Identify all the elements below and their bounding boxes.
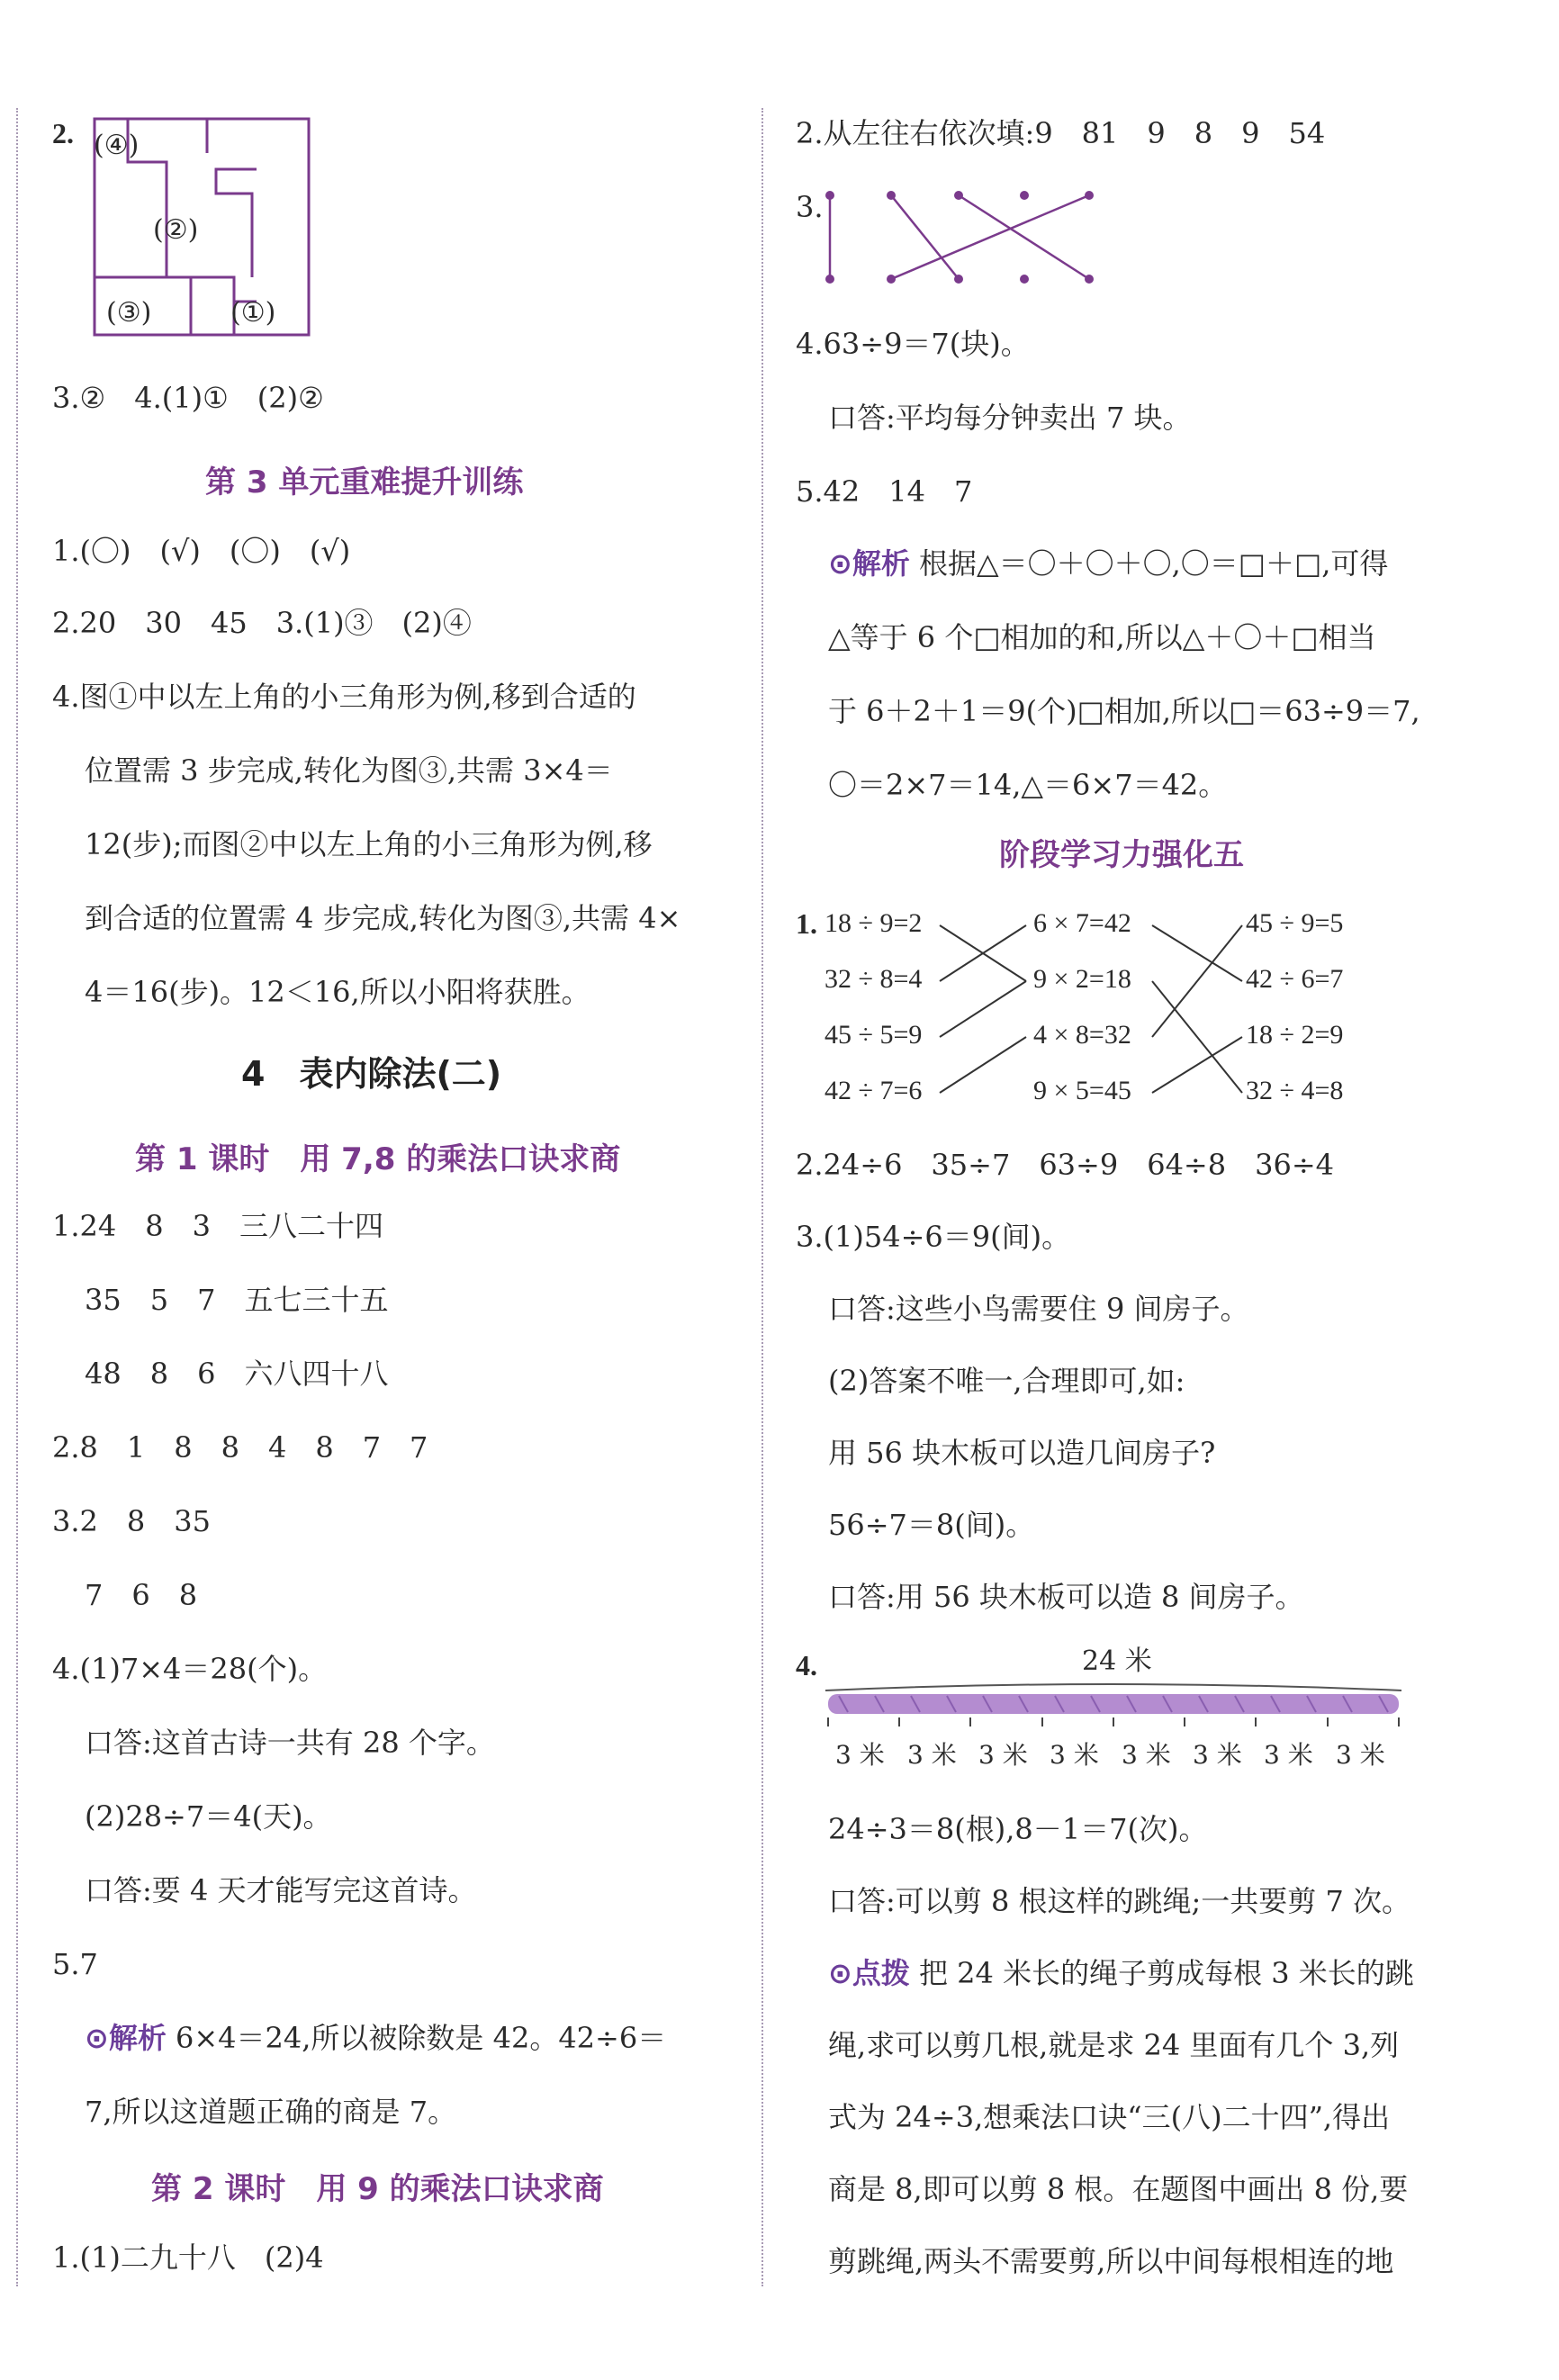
answer-line: 4.图①中以左上角的小三角形为例,移到合适的 [52,680,636,714]
answer-line: 口答:可以剪 8 根这样的跳绳;一共要剪 7 次。 [828,1884,1410,1918]
match-item: 45 ÷ 5=9 [825,1020,923,1050]
puzzle-label: (③) [106,297,152,329]
answer-line: 商是 8,即可以剪 8 根。在题图中画出 8 份,要 [828,2172,1409,2206]
analysis-text: 根据△＝〇＋〇＋〇,〇＝□＋□,可得 [909,546,1389,581]
answer-line: 5.42 14 7 [796,474,973,509]
answer-line: 35 5 7 五七三十五 [85,1283,389,1317]
match-item: 18 ÷ 2=9 [1246,1020,1344,1050]
puzzle-label: (②) [153,214,199,246]
answer-line: 口答:要 4 天才能写完这首诗。 [85,1873,477,1907]
answer-line: (2)答案不唯一,合理即可,如: [828,1364,1185,1398]
left-margin-rule [16,108,18,2286]
answer-line: 2.8 1 8 8 4 8 7 7 [52,1430,428,1465]
tip-text: 把 24 米长的绳子剪成每根 3 米长的跳 [909,1956,1414,1990]
match-col-3 [1246,907,1343,1131]
tip-line [828,1955,1414,1991]
answer-line: 口答:平均每分钟卖出 7 块。 [828,401,1192,435]
match-item: 42 ÷ 7=6 [825,1076,923,1105]
answer-line: 口答:这首古诗一共有 28 个字。 [85,1726,495,1760]
answer-line: 位置需 3 步完成,转化为图③,共需 3×4＝ [85,753,613,788]
answer-line: 7,所以这道题正确的商是 7。 [85,2095,457,2129]
matching-lines [936,909,1260,1125]
answer-line: 2.20 30 45 3.(1)③ (2)④ [52,606,472,640]
section-title: 阶段学习力强化五 [999,837,1244,873]
answer-line: 3.(1)54÷6＝9(间)。 [796,1220,1071,1254]
tip-icon: ⊙ [828,1956,852,1990]
analysis-icon: ⊙ [828,546,852,581]
answer-line: 4.(1)7×4＝28(个)。 [52,1652,328,1686]
rope-segment-label: 3 米 [1050,1740,1099,1770]
column-divider [761,108,763,2286]
chapter-title: 4 表内除法(二) [241,1054,502,1094]
match-item: 18 ÷ 9=2 [825,908,923,938]
answer-line: 1.(〇) (√) (〇) (√) [52,534,351,568]
answer-line: 48 8 6 六八四十八 [85,1357,389,1391]
match-item: 9 × 5=45 [1033,1076,1131,1105]
dot-matching-figure [819,185,1107,293]
analysis-text: 6×4＝24,所以被除数是 42。42÷6＝ [166,2021,667,2055]
answer-line: 24÷3＝8(根),8－1＝7(次)。 [828,1812,1208,1846]
answer-line: 到合适的位置需 4 步完成,转化为图③,共需 4× [85,901,681,935]
answer-line: 剪跳绳,两头不需要剪,所以中间每根相连的地 [828,2244,1394,2278]
rope-total-label: 24 米 [1082,1645,1152,1677]
match-item: 45 ÷ 9=5 [1246,908,1344,938]
answer-line: 口答:用 56 块木板可以造 8 间房子。 [828,1580,1304,1614]
analysis-line [85,2020,666,2056]
tip-tag: 点拨 [852,1956,910,1990]
puzzle-label: (①) [230,297,276,329]
analysis-tag: 解析 [108,2021,167,2055]
answer-line: 1.24 8 3 三八二十四 [52,1209,383,1243]
match-item: 32 ÷ 4=8 [1246,1076,1344,1105]
answer-line: 2.从左往右依次填:9 81 9 8 9 54 [796,116,1326,150]
answer-line: 〇＝2×7＝14,△＝6×7＝42。 [828,768,1228,802]
answer-line: 1.(1)二九十八 (2)4 [52,2240,324,2275]
rope-segment-label: 3 米 [1336,1740,1385,1770]
answer-line: △等于 6 个□相加的和,所以△＋〇＋□相当 [828,620,1376,654]
rope-segment-label: 3 米 [907,1740,957,1770]
rope-segment-label: 3 米 [835,1740,885,1770]
match-item: 32 ÷ 8=4 [825,964,923,994]
answer-line: 3.② 4.(1)① (2)② [52,381,324,415]
answer-line: 绳,求可以剪几根,就是求 24 里面有几个 3,列 [828,2028,1400,2062]
lesson-title: 第 1 课时 用 7,8 的乘法口诀求商 [135,1141,621,1177]
analysis-line [828,545,1388,581]
answer-line: 4＝16(步)。12＜16,所以小阳将获胜。 [85,975,590,1009]
answer-line: 于 6＋2＋1＝9(个)□相加,所以□＝63÷9＝7, [828,694,1420,728]
answer-line: 4.63÷9＝7(块)。 [796,327,1030,361]
answer-line: 7 6 8 [85,1578,198,1612]
answer-line: 口答:这些小鸟需要住 9 间房子。 [828,1292,1249,1326]
match-col-1 [825,907,922,1131]
puzzle-label: (④) [94,130,140,161]
match-item: 42 ÷ 6=7 [1246,964,1344,994]
lesson-title: 第 2 课时 用 9 的乘法口诀求商 [151,2171,604,2207]
answer-line: 式为 24÷3,想乘法口诀“三(八)二十四”,得出 [828,2100,1391,2134]
answer-line: 用 56 块木板可以造几间房子? [828,1436,1216,1470]
rope-figure [821,1674,1406,1728]
answer-line: (2)28÷7＝4(天)。 [85,1799,332,1834]
rope-segment-label: 3 米 [1264,1740,1313,1770]
answer-line: 3.2 8 35 [52,1504,211,1538]
section-title: 第 3 单元重难提升训练 [205,464,524,500]
rope-segment-label: 3 米 [978,1740,1028,1770]
answer-line: 2.24÷6 35÷7 63÷9 64÷8 36÷4 [796,1148,1334,1182]
answer-line: 5.7 [52,1947,98,1981]
analysis-tag: 解析 [852,546,910,581]
question-number: 2. [52,117,74,149]
question-number: 1. [796,907,817,940]
answer-line: 12(步);而图②中以左上角的小三角形为例,移 [85,827,653,861]
rope-segment-label: 3 米 [1122,1740,1171,1770]
question-number: 4. [796,1649,817,1681]
rope-segment-label: 3 米 [1193,1740,1242,1770]
match-item: 4 × 8=32 [1033,1020,1131,1050]
analysis-icon: ⊙ [85,2021,109,2055]
match-item: 6 × 7=42 [1033,908,1131,938]
question-number: 3. [796,190,824,224]
match-item: 9 × 2=18 [1033,964,1131,994]
answer-line: 56÷7＝8(间)。 [828,1508,1035,1542]
